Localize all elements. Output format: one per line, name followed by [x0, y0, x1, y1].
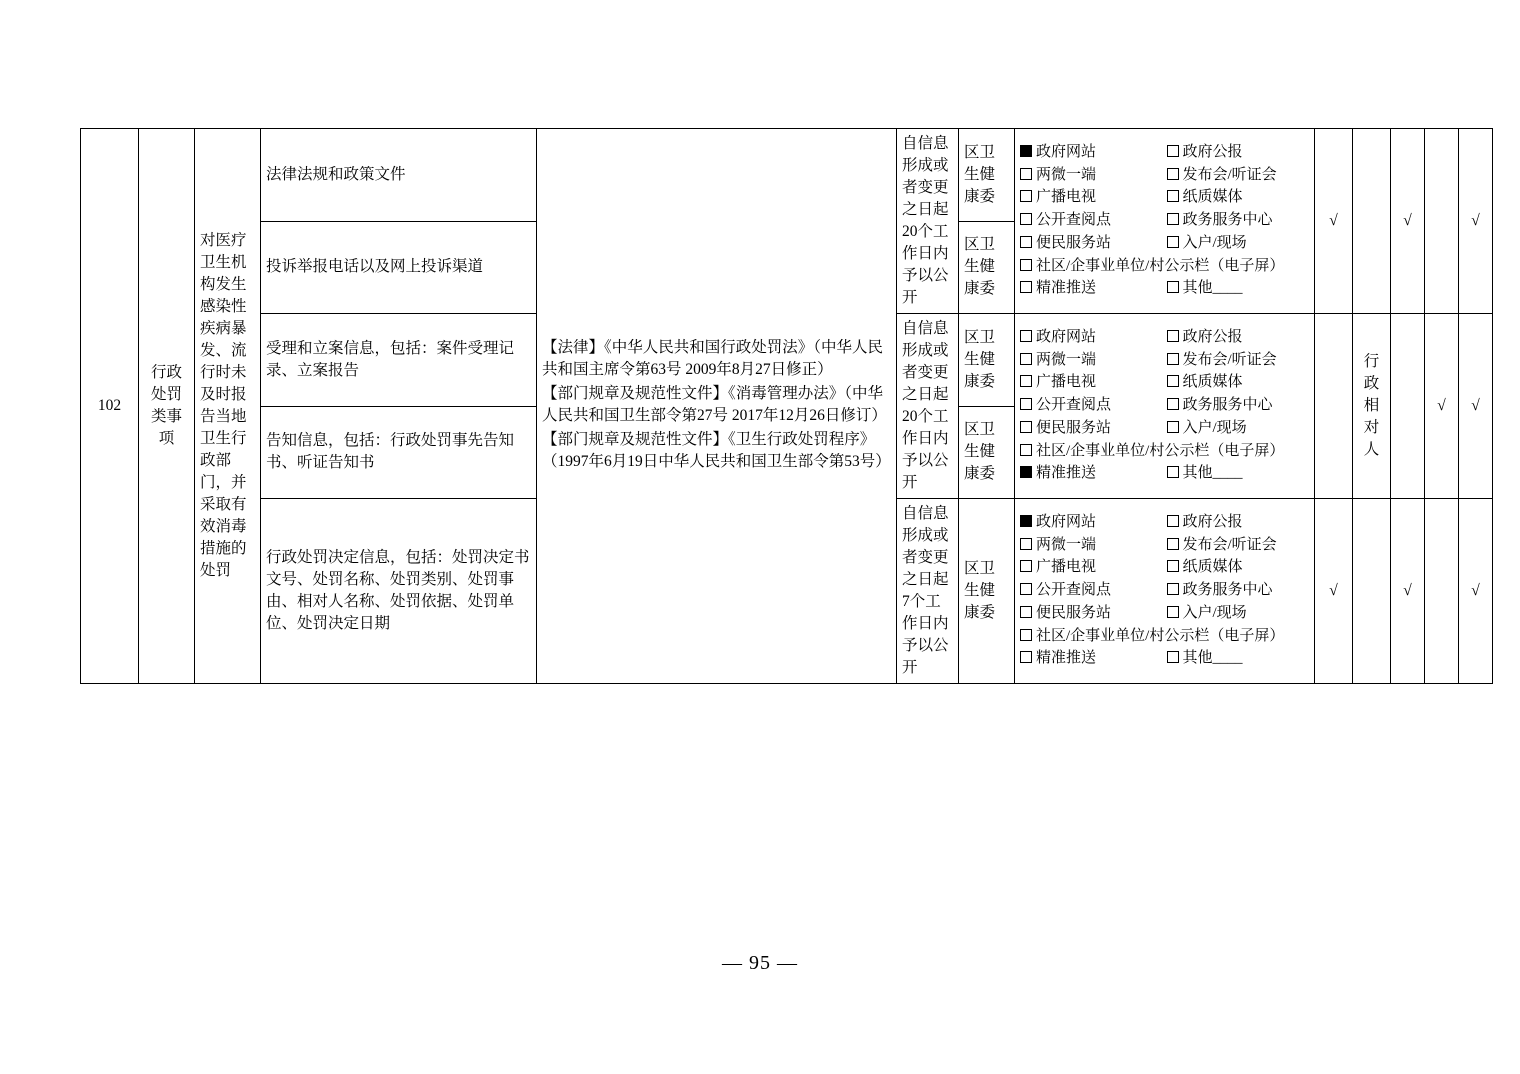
channel-option[interactable]: 广播电视 [1020, 557, 1163, 579]
checkbox-icon[interactable] [1167, 168, 1179, 180]
checkbox-icon[interactable] [1020, 236, 1032, 248]
legal-basis-line: 【部门规章及规范性文件】《卫生行政处罚程序》（1997年6月19日中华人民共和国卫生部令第53号） [542, 431, 891, 470]
content-item: 投诉举报电话以及网上投诉渠道 [261, 221, 537, 314]
checkbox-icon[interactable] [1167, 281, 1179, 293]
channel-option[interactable]: 两微一端 [1020, 165, 1163, 187]
channel-option[interactable]: 入户/现场 [1167, 418, 1310, 440]
checkbox-icon[interactable] [1020, 466, 1032, 478]
channel-option[interactable]: 社区/企事业单位/村公示栏（电子屏） [1020, 626, 1309, 648]
channel-option[interactable]: 发布会/听证会 [1167, 165, 1310, 187]
checkbox-icon[interactable] [1167, 583, 1179, 595]
channel-option[interactable]: 精准推送 [1020, 463, 1163, 485]
disclosure-table [80, 128, 1493, 684]
checkbox-icon[interactable] [1020, 330, 1032, 342]
channel-option[interactable]: 纸质媒体 [1167, 372, 1310, 394]
checkbox-icon[interactable] [1167, 651, 1179, 663]
table-row [81, 129, 1493, 222]
checkbox-icon[interactable] [1167, 515, 1179, 527]
content-item: 受理和立案信息，包括：案件受理记录、立案报告 [261, 314, 537, 407]
checkbox-icon[interactable] [1020, 168, 1032, 180]
checkbox-icon[interactable] [1167, 421, 1179, 433]
matter-category: 行政处罚类事项 [139, 129, 195, 684]
responsible-org: 区卫生健康委 [959, 129, 1015, 222]
checkbox-icon[interactable] [1020, 398, 1032, 410]
legal-basis-line: 【部门规章及规范性文件】《消毒管理办法》（中华人民共和国卫生部令第27号 2017年12月26日修订） [542, 385, 887, 424]
checkbox-icon[interactable] [1167, 190, 1179, 202]
disclosure-channels [1015, 129, 1315, 314]
channel-option[interactable]: 两微一端 [1020, 350, 1163, 372]
channel-option[interactable]: 纸质媒体 [1167, 557, 1310, 579]
channel-option[interactable]: 政府公报 [1167, 327, 1310, 349]
disclosure-timing: 自信息形成或者变更之日起20个工作日内予以公开 [897, 129, 959, 314]
mark-cell: √ [1459, 314, 1493, 499]
disclosure-timing: 自信息形成或者变更之日起7个工作日内予以公开 [897, 499, 959, 684]
checkbox-icon[interactable] [1020, 213, 1032, 225]
channel-option[interactable]: 公开查阅点 [1020, 580, 1163, 602]
checkbox-icon[interactable] [1167, 145, 1179, 157]
channel-option[interactable]: 政务服务中心 [1167, 395, 1310, 417]
mark-cell [1353, 499, 1391, 684]
content-item: 法律法规和政策文件 [261, 129, 537, 222]
checkbox-icon[interactable] [1020, 421, 1032, 433]
mark-cell: √ [1391, 499, 1425, 684]
checkbox-icon[interactable] [1020, 606, 1032, 618]
mark-cell [1425, 129, 1459, 314]
channel-option[interactable]: 社区/企事业单位/村公示栏（电子屏） [1020, 256, 1309, 278]
checkbox-icon[interactable] [1020, 560, 1032, 572]
checkbox-icon[interactable] [1020, 375, 1032, 387]
channel-option[interactable]: 其他____ [1167, 648, 1310, 670]
channel-option[interactable]: 精准推送 [1020, 648, 1163, 670]
checkbox-icon[interactable] [1167, 466, 1179, 478]
mark-cell: √ [1391, 129, 1425, 314]
checkbox-icon[interactable] [1167, 560, 1179, 572]
channel-option[interactable]: 入户/现场 [1167, 603, 1310, 625]
mark-cell: √ [1425, 314, 1459, 499]
channel-option[interactable]: 广播电视 [1020, 372, 1163, 394]
matter-description: 对医疗卫生机构发生感染性疾病暴发、流行时未及时报告当地卫生行政部门，并采取有效消毒措施的处罚 [195, 129, 261, 684]
mark-cell [1391, 314, 1425, 499]
channel-option[interactable]: 便民服务站 [1020, 233, 1163, 255]
channel-option[interactable]: 纸质媒体 [1167, 187, 1310, 209]
content-item: 行政处罚决定信息，包括：处罚决定书文号、处罚名称、处罚类别、处罚事由、相对人名称、处罚依据、处罚单位、处罚决定日期 [261, 499, 537, 684]
legal-basis-line: 【法律】《中华人民共和国行政处罚法》（中华人民共和国主席令第63号 2009年8月27日修正） [542, 339, 884, 378]
checkbox-icon[interactable] [1020, 651, 1032, 663]
checkbox-icon[interactable] [1020, 145, 1032, 157]
content-item: 告知信息，包括：行政处罚事先告知书、听证告知书 [261, 406, 537, 499]
channel-option[interactable]: 公开查阅点 [1020, 395, 1163, 417]
disclosure-channels [1015, 314, 1315, 499]
checkbox-icon[interactable] [1167, 353, 1179, 365]
channel-option[interactable]: 政府网站 [1020, 142, 1163, 164]
channel-option[interactable]: 其他____ [1167, 278, 1310, 300]
channel-option[interactable]: 发布会/听证会 [1167, 535, 1310, 557]
channel-option[interactable]: 发布会/听证会 [1167, 350, 1310, 372]
channel-option[interactable]: 社区/企事业单位/村公示栏（电子屏） [1020, 441, 1309, 463]
page-number: — 95 — [722, 952, 798, 974]
checkbox-icon[interactable] [1020, 353, 1032, 365]
relative-party-cell: 行政相对人 [1353, 314, 1391, 499]
channel-option[interactable]: 便民服务站 [1020, 418, 1163, 440]
mark-cell: √ [1459, 129, 1493, 314]
checkbox-icon[interactable] [1167, 330, 1179, 342]
channel-option[interactable]: 政府网站 [1020, 327, 1163, 349]
mark-cell: √ [1459, 499, 1493, 684]
responsible-org: 区卫生健康委 [959, 406, 1015, 499]
responsible-org: 区卫生健康委 [959, 221, 1015, 314]
checkbox-icon[interactable] [1020, 444, 1032, 456]
checkbox-icon[interactable] [1167, 375, 1179, 387]
checkbox-icon[interactable] [1020, 281, 1032, 293]
mark-cell [1315, 314, 1353, 499]
mark-cell [1425, 499, 1459, 684]
channel-option[interactable]: 便民服务站 [1020, 603, 1163, 625]
disclosure-timing: 自信息形成或者变更之日起20个工作日内予以公开 [897, 314, 959, 499]
channel-option[interactable]: 政府公报 [1167, 512, 1310, 534]
channel-option[interactable]: 两微一端 [1020, 535, 1163, 557]
channel-option[interactable]: 政务服务中心 [1167, 210, 1310, 232]
row-number: 102 [81, 129, 139, 684]
channel-option[interactable]: 广播电视 [1020, 187, 1163, 209]
mark-cell: √ [1315, 499, 1353, 684]
channel-option[interactable]: 精准推送 [1020, 278, 1163, 300]
checkbox-icon[interactable] [1167, 236, 1179, 248]
checkbox-icon[interactable] [1167, 213, 1179, 225]
legal-basis [537, 129, 897, 684]
responsible-org: 区卫生健康委 [959, 499, 1015, 684]
channel-option[interactable]: 政务服务中心 [1167, 580, 1310, 602]
checkbox-icon[interactable] [1167, 606, 1179, 618]
checkbox-icon[interactable] [1167, 538, 1179, 550]
responsible-org: 区卫生健康委 [959, 314, 1015, 407]
channel-option[interactable]: 入户/现场 [1167, 233, 1310, 255]
checkbox-icon[interactable] [1020, 538, 1032, 550]
disclosure-channels [1015, 499, 1315, 684]
checkbox-icon[interactable] [1167, 398, 1179, 410]
checkbox-icon[interactable] [1020, 190, 1032, 202]
checkbox-icon[interactable] [1020, 583, 1032, 595]
channel-option[interactable]: 政府网站 [1020, 512, 1163, 534]
channel-option[interactable]: 政府公报 [1167, 142, 1310, 164]
channel-option[interactable]: 其他____ [1167, 463, 1310, 485]
mark-cell: √ [1315, 129, 1353, 314]
checkbox-icon[interactable] [1020, 515, 1032, 527]
channel-option[interactable]: 公开查阅点 [1020, 210, 1163, 232]
checkbox-icon[interactable] [1020, 259, 1032, 271]
checkbox-icon[interactable] [1020, 629, 1032, 641]
mark-cell [1353, 129, 1391, 314]
